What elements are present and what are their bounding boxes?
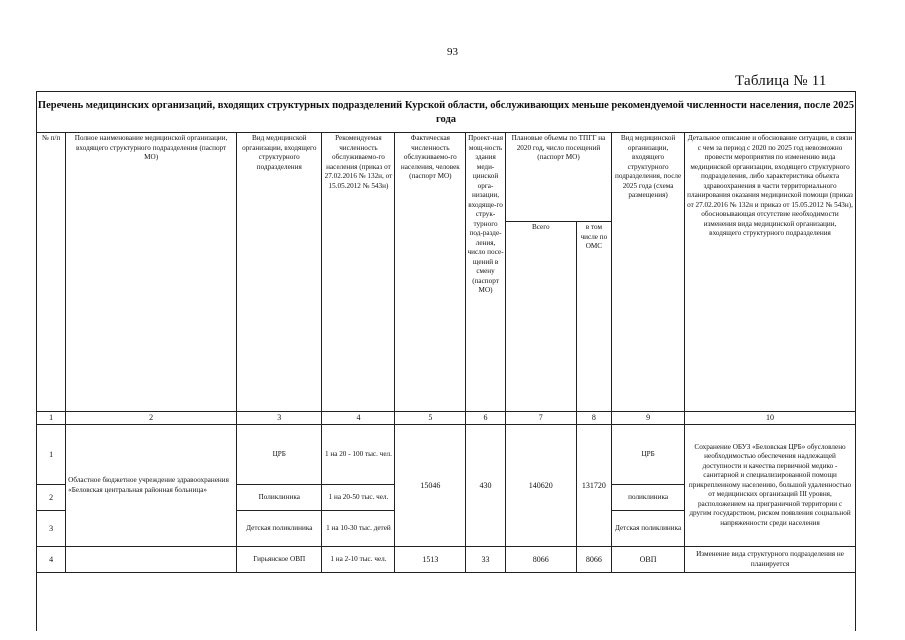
col-number-5: 5 [395, 412, 466, 425]
recommended-cell: 1 на 2-10 тыс. чел. [322, 547, 395, 573]
header-planned-oms: в том числе по ОМС [576, 222, 611, 412]
header-org-name: Полное наименование медицинской организации, входящего структурного подразделения (паспорт МО) [66, 133, 237, 412]
page-number: 93 [447, 46, 458, 58]
col-number-4: 4 [322, 412, 395, 425]
header-recommended: Рекомендуемая численность обслуживаемо-го населения (приказ от 27.02.2016 № 132н, от 15.05.2012 № 543н) [322, 133, 395, 412]
description-cell: Сохранение ОБУЗ «Беловская ЦРБ» обусловлено необходимостью обеспечения надлежащей доступности и качества первичной медико - санитарной и специализированной помощи прикрепленному населению, большой удаленностью от медицинских организаций III уровня, расположением на приграничной территории с другим государством, риском появления социальной напряженности среди населения [685, 425, 856, 547]
col-number-8: 8 [576, 412, 611, 425]
table-row [37, 547, 856, 573]
header-capacity: Проект-ная мощ-ность здания меди-цинской орга-низации, входяще-го струк-турного под-разде-ления, число посе-щений в смену (паспорт МО) [466, 133, 506, 412]
header-planned-total: Всего [505, 222, 576, 412]
description-cell: Изменение вида структурного подразделения не планируется [685, 547, 856, 573]
row-num: 1 [37, 425, 66, 485]
col-number-1: 1 [37, 412, 66, 425]
row-num: 2 [37, 485, 66, 511]
table-title: Перечень медицинских организаций, входящих структурных подразделений Курской области, обслуживающих меньше рекомендуемой численности населения, после 2025 года [37, 100, 855, 125]
col-number-6: 6 [466, 412, 506, 425]
kind-after-cell: поликлиника [612, 485, 685, 511]
planned-total-cell: 8066 [505, 547, 576, 573]
kind-after-cell: ОВП [612, 547, 685, 573]
kind-cell: Гирьянское ОВП [237, 547, 322, 573]
col-number-9: 9 [612, 412, 685, 425]
kind-after-cell: ЦРБ [612, 425, 685, 485]
kind-after-cell: Детская поликлиника [612, 511, 685, 547]
col-number-7: 7 [505, 412, 576, 425]
kind-cell: ЦРБ [237, 425, 322, 485]
col-number-10: 10 [685, 412, 856, 425]
row-num: 4 [37, 547, 66, 573]
recommended-cell: 1 на 20-50 тыс. чел. [322, 485, 395, 511]
col-number-2: 2 [66, 412, 237, 425]
org-name-cell: Областное бюджетное учреждение здравоохранения «Беловская центральная районная больница» [66, 425, 237, 547]
medical-organizations-table [36, 132, 856, 573]
capacity-cell: 430 [466, 425, 506, 547]
header-description: Детальное описание и обоснование ситуации, в связи с чем за период с 2020 по 2025 год невозможно провести мероприятия по изменению вида медицинской организации, входящего структурного подразделения, либо характеристика объекта здравоохранения в части территориального планирования оказания медицинской помощи (приказ от 27.02.2016 № 132н и приказ от 15.05.2012 № 543н), обосновывающая отсутствие необходимости изменения вида медицинской организации, входящего структурного подразделения [685, 133, 856, 412]
header-kind: Вид медицинской организации, входящего структурного подразделения [237, 133, 322, 412]
header-num: № п/п [37, 133, 66, 412]
table-label: Таблица № 11 [735, 73, 827, 89]
header-row-1 [37, 133, 856, 222]
header-planned: Плановые объемы по ТПГГ на 2020 год, число посещений (паспорт МО) [505, 133, 611, 222]
actual-cell: 15046 [395, 425, 466, 547]
row-num: 3 [37, 511, 66, 547]
column-numbers-row [37, 412, 856, 425]
capacity-cell: 33 [466, 547, 506, 573]
col-number-3: 3 [237, 412, 322, 425]
planned-total-cell: 140620 [505, 425, 576, 547]
table-row [37, 425, 856, 485]
header-actual: Фактическая численность обслуживаемо-го населения, человек (паспорт МО) [395, 133, 466, 412]
planned-oms-cell: 8066 [576, 547, 611, 573]
recommended-cell: 1 на 20 - 100 тыс. чел. [322, 425, 395, 485]
header-kind-after: Вид медицинской организации, входящего структурного подразделения, после 2025 года (схема размещения) [612, 133, 685, 412]
org-name-cell [66, 547, 237, 573]
recommended-cell: 1 на 10-30 тыс. детей [322, 511, 395, 547]
actual-cell: 1513 [395, 547, 466, 573]
kind-cell: Детская поликлиника [237, 511, 322, 547]
planned-oms-cell: 131720 [576, 425, 611, 547]
kind-cell: Поликлиника [237, 485, 322, 511]
